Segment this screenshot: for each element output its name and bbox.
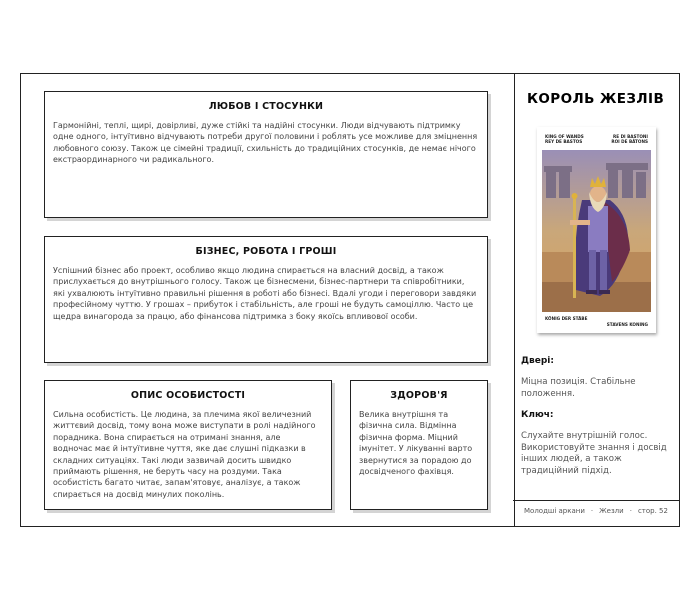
personality-text: Сильна особистість. Це людина, за плечима якої величезний життєвий досвід, тому вона може виступати в ролі надійного порадника. Вона спирається на отримані знання, але водночас має й інтуїтивне чуття, яке дає слушні підказки в складних ситуаціях. Такі люди зазвичай досить швидко приймають рішення, не беруть часу на роздуми. Така особистість багато читає, запам'ятовує, аналізує, а також спирається на досвід минулих поколінь.: [53, 410, 316, 499]
business-text: Успішний бізнес або проект, особливо якщо людина спирається на власний досвід, а також прислухається до внутрішнього голосу. Також це бізнесмени, бізнес-партнери та співробітники, які ухвалюють інтуїтивно правильні рішення в роботі або бізнесі. Вдалі угоди і переговори завдяки професійному чуттю. У грошах – прибуток і стабільність, але гроші не будуть самоціллю. Часто це щедра винагорода за працю, або фінансова підтримка з боку якоїсь впливової особи.: [53, 266, 477, 321]
caption-bottom-right: STAVENS KONING: [606, 322, 648, 327]
love-title: ЛЮБОВ І СТОСУНКИ: [208, 101, 324, 112]
caption-top-left-2: REY DE BASTOS: [545, 139, 583, 144]
column-divider: [514, 74, 515, 527]
key-label: Ключ:: [521, 410, 554, 420]
card-title: КОРОЛЬ ЖЕЗЛІВ: [527, 91, 665, 107]
business-section: [44, 236, 488, 363]
love-text: Гармонійні, теплі, щирі, довірливі, дуже стійкі та надійні стосунки. Люди відчувають підтримку одне одного, інтуїтивно відчувають потреби другої половини і роблять усе можливе для зміцнення любовного союзу. Також це сімейні традиції, схильність до традиційних стосунків, де немає нічого екстраординарного чи радикального.: [53, 121, 478, 165]
health-title: ЗДОРОВ'Я: [390, 390, 448, 401]
personality-section: [44, 380, 332, 510]
doors-text: Міцна позиція. Стабільне положення.: [521, 377, 636, 399]
key-text: Слухайте внутрішній голос. Використовуйте знання і досвід інших людей, а також традиційний підхід.: [521, 431, 667, 476]
footer-separator: ·: [590, 507, 594, 515]
love-section: [44, 91, 488, 218]
caption-bottom-left: KÖNIG DER STÄBE: [545, 316, 588, 321]
business-title: БІЗНЕС, РОБОТА І ГРОШІ: [195, 246, 337, 257]
footer-page: стор. 52: [637, 507, 668, 515]
caption-top-left-1: KING OF WANDS: [545, 134, 584, 139]
tarot-card-artwork: [542, 132, 651, 328]
footer-suit: Жезли: [599, 507, 624, 515]
page-footer: [524, 507, 668, 515]
footer-section: Молодші аркани: [524, 507, 585, 515]
footer-divider: [513, 500, 680, 501]
caption-top-right-1: RE DI BASTONI: [613, 134, 648, 139]
health-text: Велика внутрішня та фізична сила. Відмінна фізична форма. Міцний імунітет. У лікуванні варто звернутися за порадою до досвідченого фахівця.: [359, 410, 473, 477]
personality-title: ОПИС ОСОБИСТОСТІ: [130, 390, 246, 401]
king-of-wands-illustration: [542, 132, 651, 328]
tarot-card-image: [537, 127, 656, 333]
caption-top-right-2: ROI DE BÂTONS: [611, 139, 648, 144]
footer-separator: ·: [629, 507, 632, 515]
doors-label: Двері:: [521, 356, 554, 366]
health-section: [350, 380, 488, 510]
